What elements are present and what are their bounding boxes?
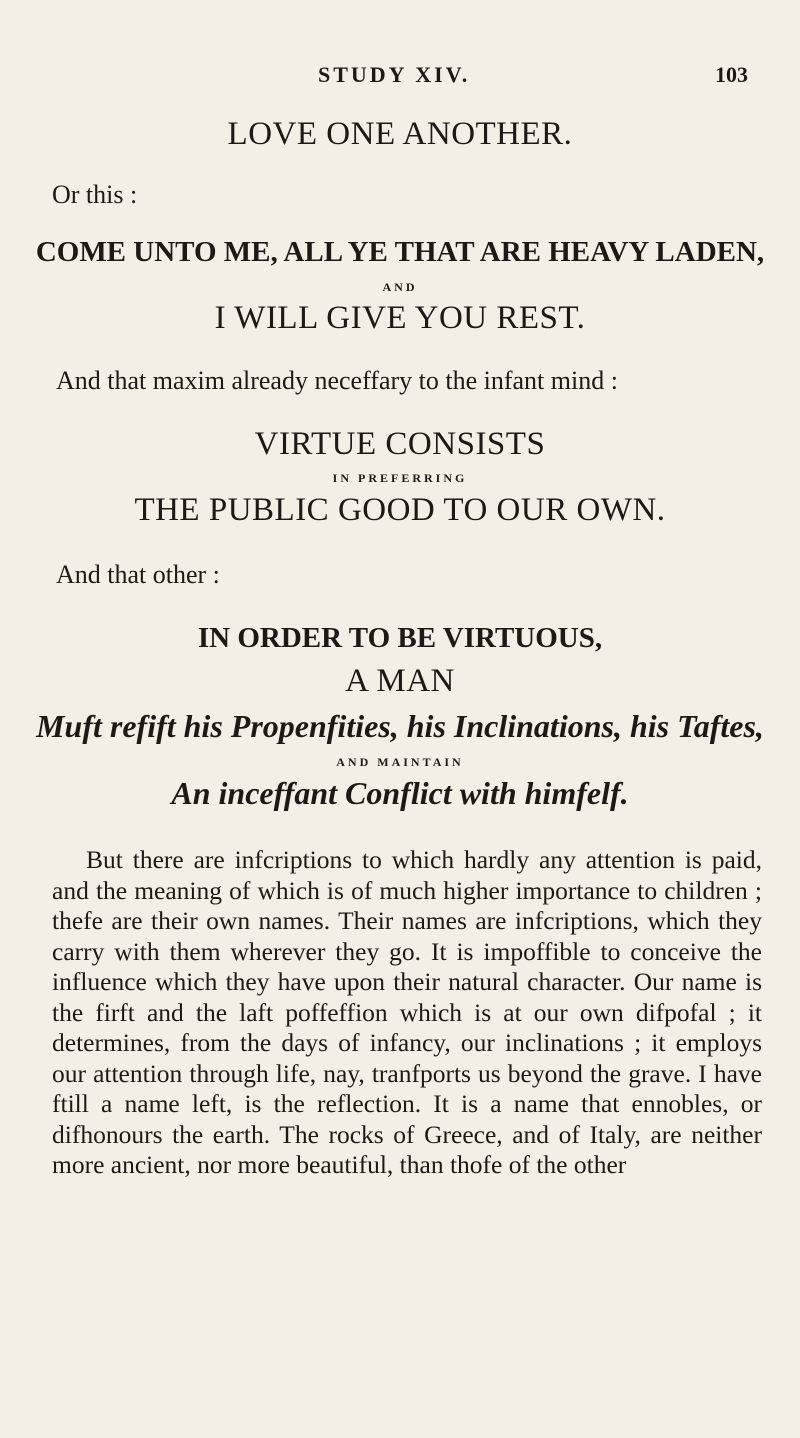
section-heading: LOVE ONE ANOTHER. [227,116,573,152]
intro-this: Or this : [52,180,138,209]
maxim1-line1: COME UNTO ME, ALL YE THAT ARE HEAVY LADEN, [35,236,765,268]
maxim2-joiner: IN PREFERRING [332,471,468,485]
intro-other: And that other : [56,560,220,589]
maxim3-line2: A MAN [345,663,455,699]
running-head [0,62,800,92]
maxim1-line2: I WILL GIVE YOU REST. [214,300,586,336]
maxim2-line2: THE PUBLIC GOOD TO OUR OWN. [134,492,666,528]
maxim3-line3: Muft refift his Propenfities, his Inclinations, his Taftes, [36,708,764,744]
page-number: 103 [715,62,748,87]
body-paragraph: But there are infcriptions to which hardly any attention is paid, and the meaning of which is of much higher importance to children ; thefe are their own names. Their names are infcriptions, which they carry with them wherever they go. It is impoffible to conceive the influence which they have upon their natural character. Our name is the firft and the laft poffeffion which is at our own difpofal ; it determines, from the days of infancy, our inclinations ; it employs our attention through life, nay, tranfports us beyond the grave. I have ftill a name left, is the reflection. It is a name that ennobles, or difhonours the earth. The rocks of Greece, and of Italy, are neither more ancient, nor more beautiful, than thofe of the other [52,845,762,1179]
maxim1-joiner: AND [382,280,418,294]
maxim2-line1: VIRTUE CONSISTS [254,426,546,462]
maxim3-line1: IN ORDER TO BE VIRTUOUS, [197,622,603,654]
maxim3-joiner: AND MAINTAIN [336,755,464,769]
running-title: STUDY XIV. [318,62,471,87]
intro-maxim: And that maxim already neceffary to the infant mind : [56,366,618,395]
maxim3-line4: An inceffant Conflict with himfelf. [171,775,629,811]
